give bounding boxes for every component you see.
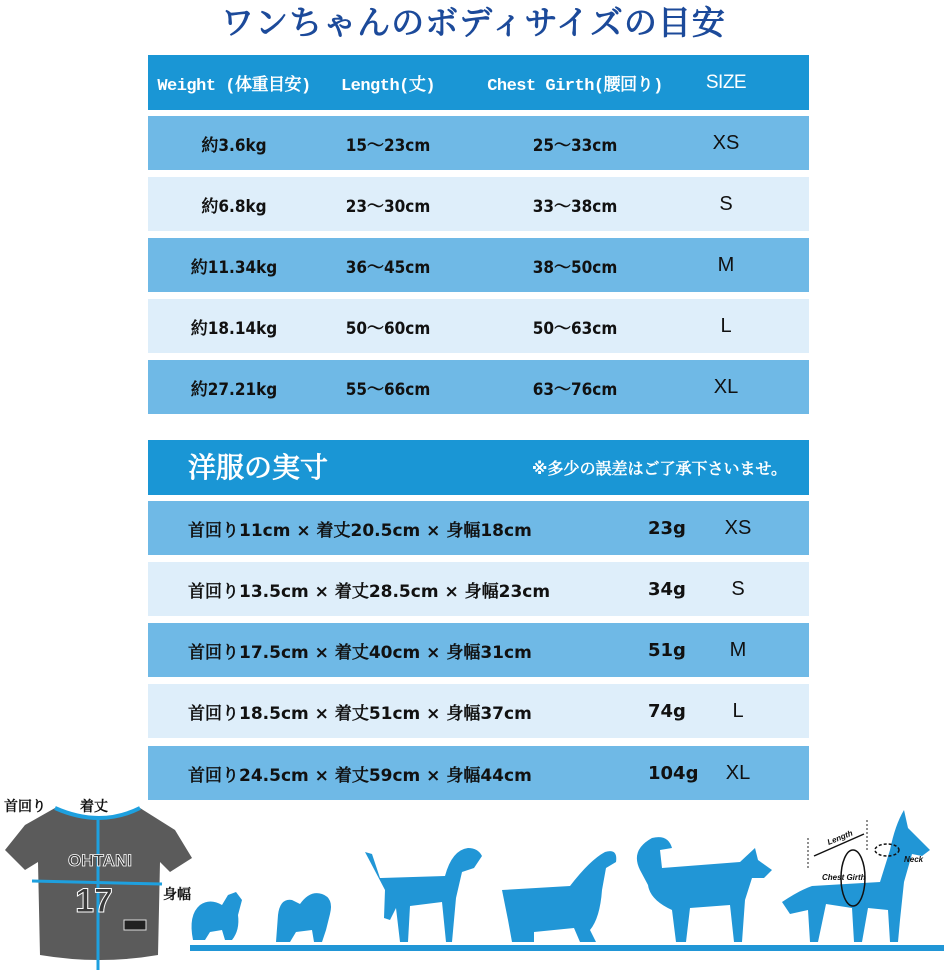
header-size: SIZE: [705, 71, 747, 93]
length-label: 着丈: [80, 799, 108, 815]
table-row: [148, 501, 809, 555]
garment-header: [148, 440, 809, 495]
svg-text:Length: Length: [825, 828, 855, 847]
weight-cell: 約27.21kg: [190, 379, 278, 400]
spaniel-icon: [502, 851, 616, 942]
table-row: [148, 299, 809, 353]
table-row: [148, 684, 809, 738]
table-row: [148, 238, 809, 292]
curly-tail-dog-icon: [637, 837, 772, 942]
length-cell: 55〜66cm: [345, 379, 431, 400]
garment-dims: 首回り13.5cm × 着丈28.5cm × 身幅23cm: [188, 581, 551, 602]
width-label: 身幅: [163, 887, 191, 903]
size-cell: L: [720, 314, 732, 337]
garment-size: M: [729, 638, 747, 661]
length-cell: 50〜60cm: [345, 318, 431, 339]
svg-text:17: 17: [75, 882, 113, 920]
table-row: [148, 623, 809, 677]
garment-weight: 51g: [648, 639, 686, 661]
chest-cell: 38〜50cm: [532, 257, 618, 278]
table-row: [148, 562, 809, 616]
length-cell: 23〜30cm: [345, 196, 431, 217]
size-cell: XL: [713, 375, 739, 398]
weight-cell: 約18.14kg: [190, 318, 278, 339]
garment-dims: 首回り11cm × 着丈20.5cm × 身幅18cm: [188, 520, 532, 541]
garment-weight: 104g: [648, 762, 699, 784]
garment-dims: 首回り24.5cm × 着丈59cm × 身幅44cm: [188, 765, 532, 786]
length-cell: 15〜23cm: [345, 135, 431, 156]
garment-size: S: [731, 577, 745, 600]
garment-weight: 74g: [648, 700, 686, 722]
length-cell: 36〜45cm: [345, 257, 431, 278]
table-header-row: [148, 55, 809, 110]
weight-cell: 約3.6kg: [201, 135, 267, 156]
header-length: Length(丈): [340, 76, 436, 96]
table-row: [148, 116, 809, 170]
illustration-area: [0, 790, 947, 970]
chest-cell: 50〜63cm: [532, 318, 618, 339]
garment-size: L: [732, 699, 744, 722]
size-cell: S: [719, 192, 733, 215]
table-row: [148, 177, 809, 231]
garment-weight: 34g: [648, 578, 686, 600]
garment-title: 洋服の実寸: [188, 451, 329, 484]
page-title: ワンちゃんのボディサイズの目安: [221, 3, 726, 42]
svg-text:Neck: Neck: [904, 855, 924, 864]
garment-dims: 首回り17.5cm × 着丈40cm × 身幅31cm: [188, 642, 532, 663]
svg-text:OHTANI: OHTANI: [68, 851, 132, 870]
pomeranian-icon: [192, 892, 242, 940]
garment-weight: 23g: [648, 517, 686, 539]
svg-text:Chest Girth: Chest Girth: [822, 873, 866, 882]
size-cell: XS: [712, 131, 740, 154]
chest-cell: 33〜38cm: [532, 196, 618, 217]
weight-cell: 約11.34kg: [190, 257, 278, 278]
size-cell: M: [717, 253, 735, 276]
pug-icon: [276, 893, 331, 942]
table-row: [148, 360, 809, 414]
garment-size: XS: [724, 516, 752, 539]
dog-silhouettes: [0, 790, 947, 970]
weight-cell: 約6.8kg: [201, 196, 267, 217]
garment-note: ※多少の誤差はご了承下さいませ。: [531, 459, 787, 478]
garment-dims: 首回り18.5cm × 着丈51cm × 身幅37cm: [188, 703, 532, 724]
chest-cell: 63〜76cm: [532, 379, 618, 400]
header-chest: Chest Girth(腰回り): [487, 76, 663, 96]
garment-size: XL: [725, 761, 751, 784]
header-weight: Weight (体重目安): [157, 76, 311, 96]
neck-label: 首回り: [4, 799, 46, 815]
chest-cell: 25〜33cm: [532, 135, 618, 156]
beagle-icon: [364, 848, 482, 970]
